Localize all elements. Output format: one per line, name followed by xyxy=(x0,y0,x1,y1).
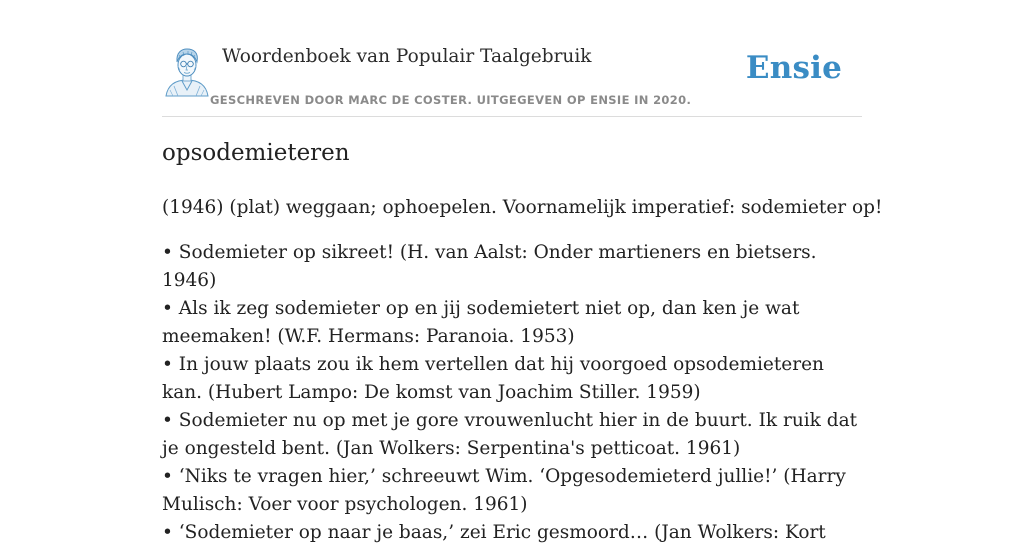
quote-list xyxy=(162,239,862,547)
dictionary-header xyxy=(162,40,862,117)
author-byline: GESCHREVEN DOOR MARC DE COSTER. UITGEGEVEN OP ENSIE IN 2020. xyxy=(210,93,692,107)
quote-item: • Sodemieter op sikreet! (H. van Aalst: Onder martieners en bietsers. 1946) xyxy=(162,242,817,291)
entry-headword: opsodemieteren xyxy=(162,140,350,166)
quote-item: • Sodemieter nu op met je gore vrouwenlucht hier in de buurt. Ik ruik dat je ongesteld bent. (Jan Wolkers: Serpentina's petticoat. 1961) xyxy=(162,410,858,459)
book-title[interactable]: Woordenboek van Populair Taalgebruik xyxy=(222,46,592,67)
quote-item: • ‘Niks te vragen hier,’ schreeuwt Wim. ‘Opgesodemieterd jullie!’ (Harry Mulisch: Voer voor psychologen. 1961) xyxy=(162,466,846,515)
entry-definition: (1946) (plat) weggaan; ophoepelen. Voornamelijk imperatief: sodemieter op! xyxy=(162,197,883,218)
quote-item: • In jouw plaats zou ik hem vertellen dat hij voorgoed opsodemieteren kan. (Hubert Lampo: De komst van Joachim Stiller. 1959) xyxy=(162,354,824,403)
quote-item: • ‘Sodemieter op naar je baas,’ zei Eric gesmoord… (Jan Wolkers: Kort xyxy=(162,522,826,543)
author-portrait-icon xyxy=(164,46,210,96)
ensie-logo[interactable]: Ensie xyxy=(745,50,842,86)
quote-item: • Als ik zeg sodemieter op en jij sodemietert niet op, dan ken je wat meemaken! (W.F. Hermans: Paranoia. 1953) xyxy=(162,298,800,347)
